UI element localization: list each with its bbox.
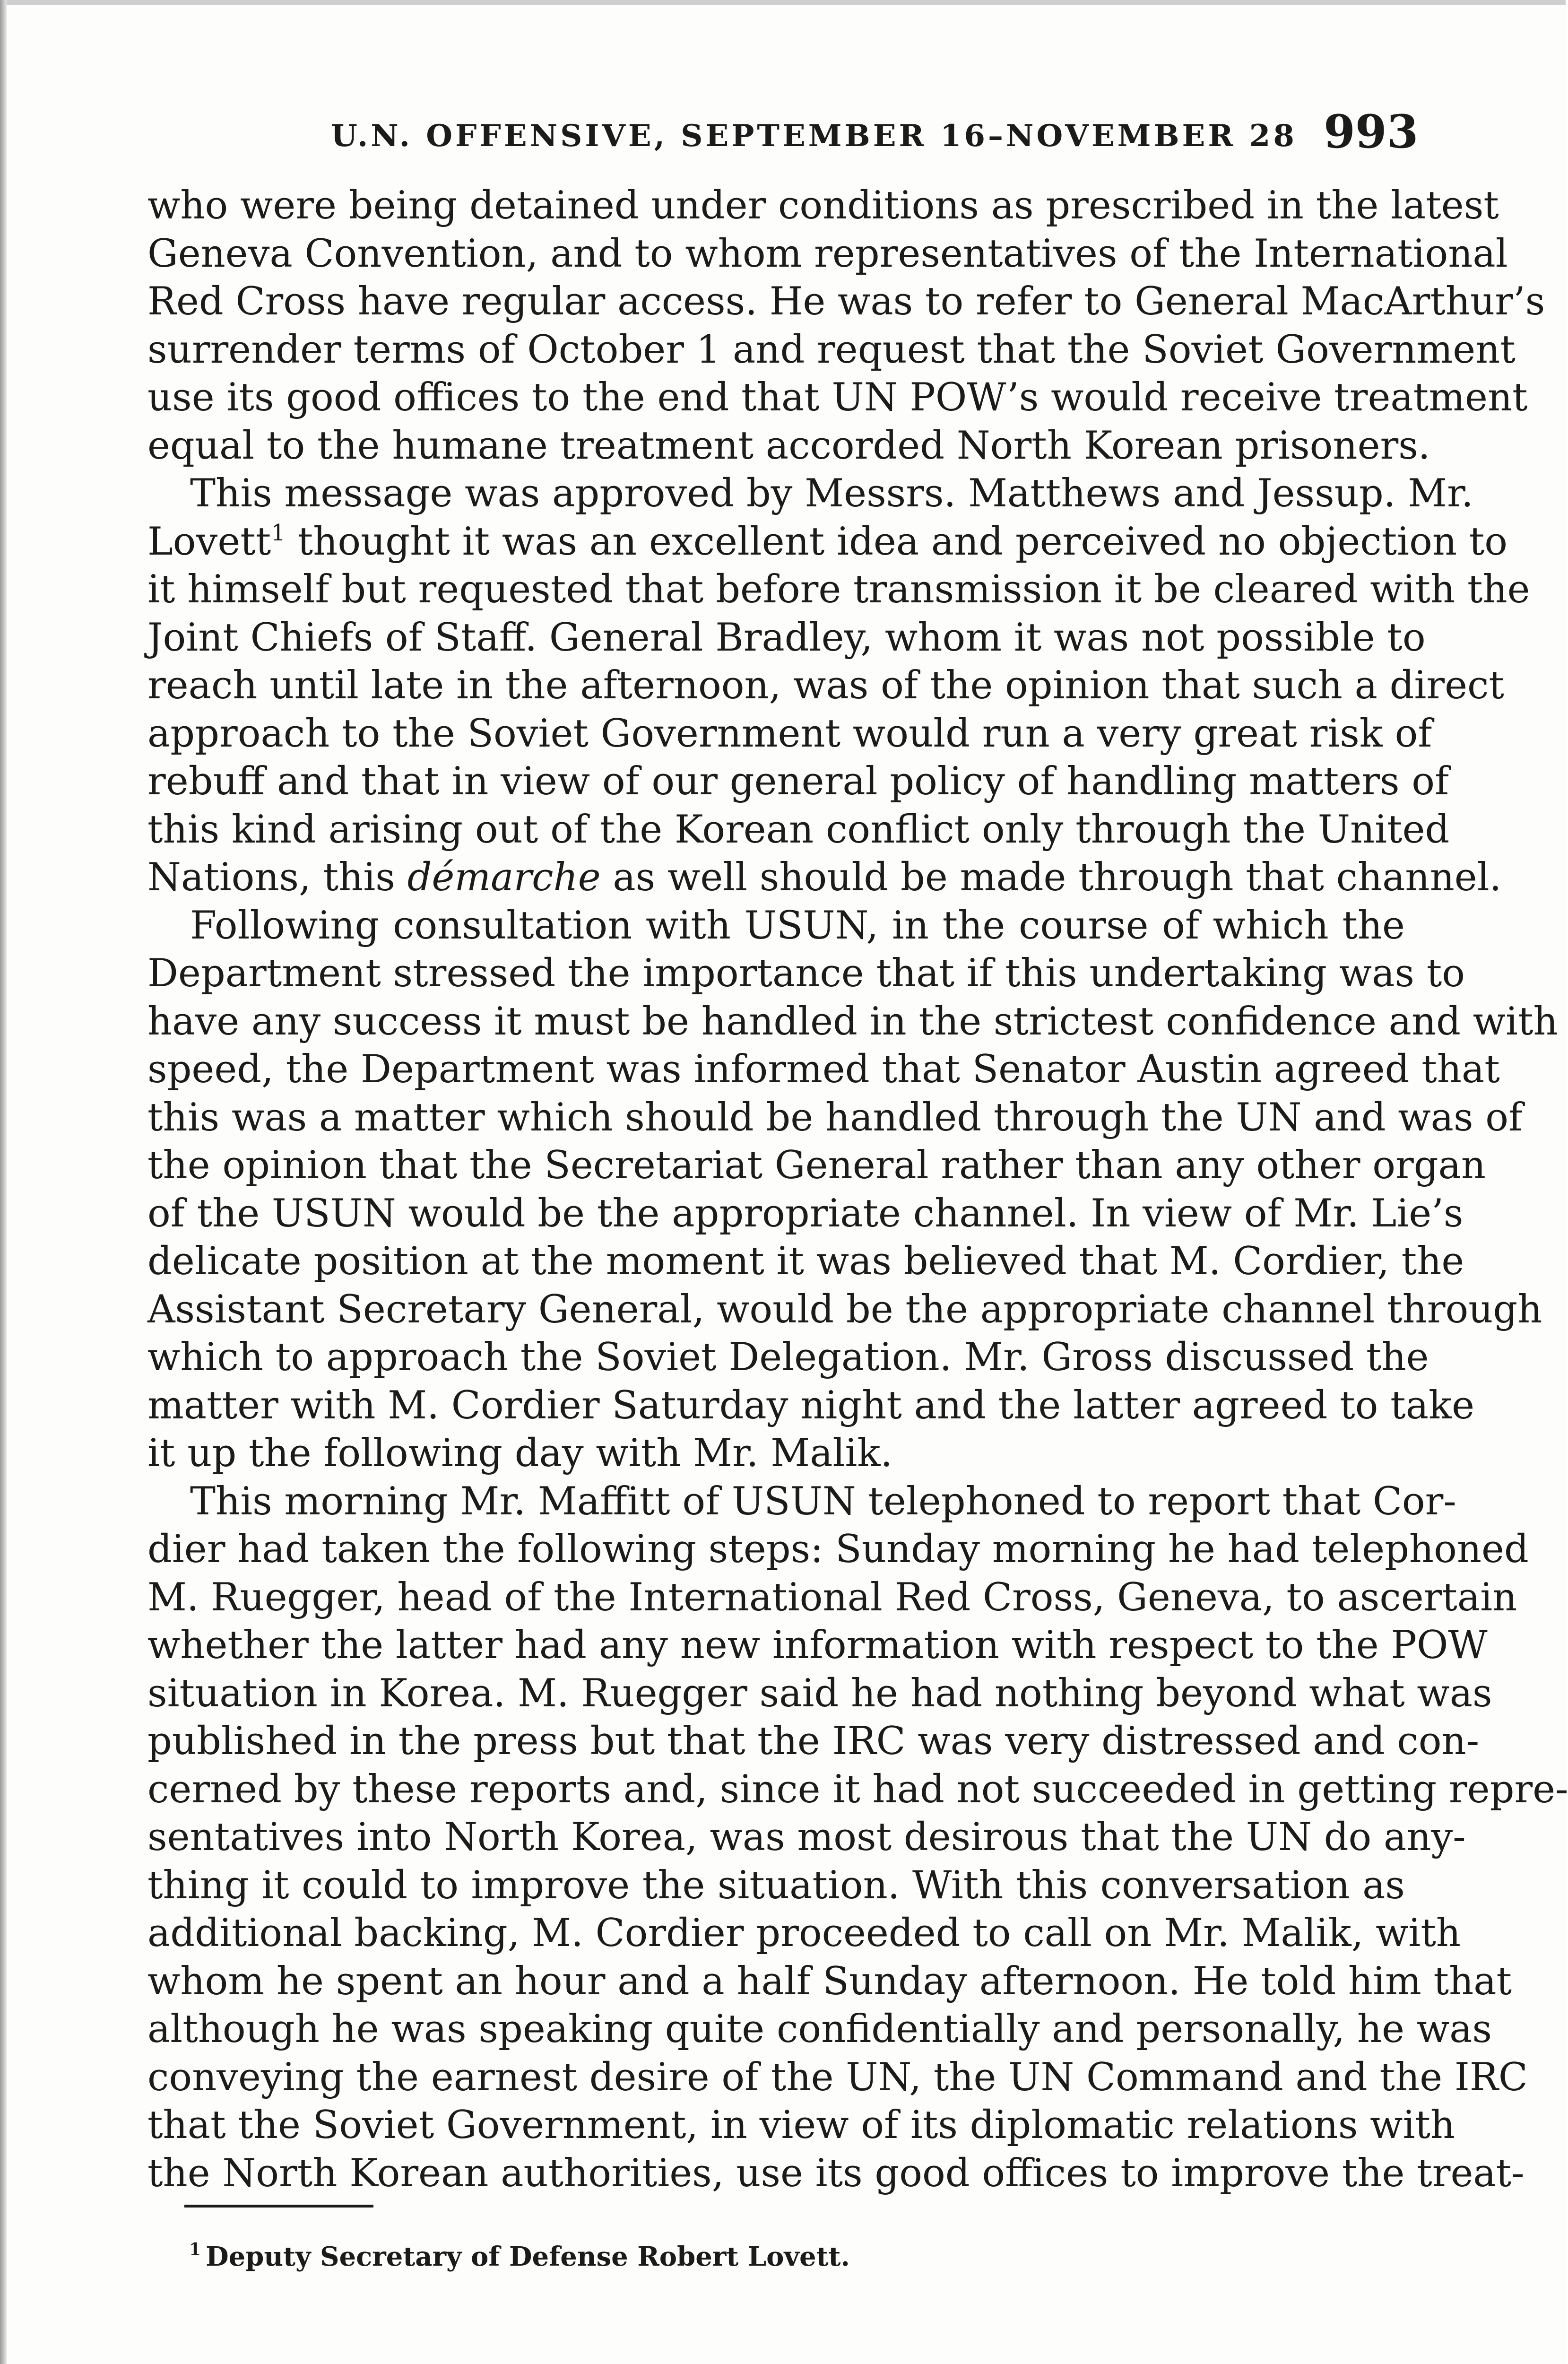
- footnote: [189, 2241, 850, 2272]
- text-line: Geneva Convention, and to whom representatives of the International: [147, 231, 1508, 276]
- text-span: as well should be made through that channel.: [613, 855, 1502, 900]
- text-line: dier had taken the following steps: Sunday morning he had telephoned: [147, 1527, 1529, 1572]
- text-line: rebuff and that in view of our general policy of handling matters of: [147, 759, 1449, 804]
- text-span: Nations, this: [147, 855, 395, 900]
- text-line: [147, 518, 1508, 566]
- text-line: sentatives into North Korea, was most desirous that the UN do any-: [147, 1815, 1466, 1860]
- text-line: Assistant Secretary General, would be the appropriate channel through: [147, 1287, 1542, 1332]
- page-number: 993: [1324, 105, 1419, 158]
- text-line: it himself but requested that before transmission it be cleared with the: [147, 567, 1530, 612]
- text-line: surrender terms of October 1 and request that the Soviet Government: [147, 327, 1516, 372]
- text-line: although he was speaking quite confidentially and personally, he was: [147, 2007, 1492, 2051]
- text-line: of the USUN would be the appropriate channel. In view of Mr. Lie’s: [147, 1191, 1464, 1236]
- lovett-name: Lovett: [147, 519, 271, 564]
- text-line: which to approach the Soviet Delegation. Mr. Gross discussed the: [147, 1335, 1429, 1380]
- text-line: this kind arising out of the Korean conflict only through the United: [147, 807, 1450, 852]
- text-line: additional backing, M. Cordier proceeded to call on Mr. Malik, with: [147, 1911, 1461, 1956]
- text-line-rest: thought it was an excellent idea and perceived no objection to: [297, 519, 1508, 564]
- text-line: Following consultation with USUN, in the course of which the: [190, 903, 1405, 948]
- text-line: this was a matter which should be handled through the UN and was of: [147, 1095, 1523, 1140]
- text-line: conveying the earnest desire of the UN, the UN Command and the IRC: [147, 2055, 1528, 2100]
- text-line: use its good offices to the end that UN POW’s would receive treatment: [147, 375, 1528, 420]
- text-line: equal to the humane treatment accorded North Korean prisoners.: [147, 423, 1430, 468]
- italic-word: démarche: [407, 855, 601, 900]
- text-line: whether the latter had any new information with respect to the POW: [147, 1623, 1488, 1668]
- text-line: the opinion that the Secretariat General rather than any other organ: [147, 1143, 1486, 1188]
- text-line: have any success it must be handled in the strictest confidence and with: [147, 999, 1558, 1044]
- text-line: M. Ruegger, head of the International Red Cross, Geneva, to ascertain: [147, 1575, 1517, 1620]
- body-text: [147, 182, 1568, 2198]
- running-title: U.N. OFFENSIVE, SEPTEMBER 16–NOVEMBER 28: [331, 118, 1297, 154]
- text-line: This message was approved by Messrs. Matthews and Jessup. Mr.: [190, 471, 1473, 516]
- text-line: the North Korean authorities, use its good offices to improve the treat-: [147, 2151, 1525, 2196]
- text-line: who were being detained under conditions as prescribed in the latest: [147, 183, 1499, 228]
- text-line: speed, the Department was informed that Senator Austin agreed that: [147, 1047, 1500, 1092]
- text-line: reach until late in the afternoon, was of the opinion that such a direct: [147, 663, 1504, 708]
- text-line: Joint Chiefs of Staff. General Bradley, whom it was not possible to: [147, 615, 1426, 660]
- text-line: Department stressed the importance that if this undertaking was to: [147, 951, 1465, 996]
- scan-left-edge: [0, 0, 7, 2364]
- text-line: delicate position at the moment it was believed that M. Cordier, the: [147, 1239, 1464, 1284]
- text-line: matter with M. Cordier Saturday night and the latter agreed to take: [147, 1383, 1475, 1428]
- text-line: that the Soviet Government, in view of its diplomatic relations with: [147, 2103, 1455, 2147]
- text-line: it up the following day with Mr. Malik.: [147, 1431, 893, 1476]
- text-line: situation in Korea. M. Ruegger said he had nothing beyond what was: [147, 1671, 1492, 1716]
- scan-top-edge: [0, 0, 1566, 5]
- footnote-divider: [184, 2205, 373, 2208]
- text-line: published in the press but that the IRC was very distressed and con-: [147, 1719, 1480, 1764]
- text-line: cerned by these reports and, since it had not succeeded in getting repre-: [147, 1767, 1568, 1812]
- text-line: thing it could to improve the situation. With this conversation as: [147, 1863, 1405, 1908]
- footnote-marker: 1: [189, 2240, 201, 2260]
- text-line: approach to the Soviet Government would run a very great risk of: [147, 711, 1432, 756]
- text-line: whom he spent an hour and a half Sunday afternoon. He told him that: [147, 1959, 1512, 2004]
- text-line: [147, 854, 1502, 902]
- footnote-reference: 1: [271, 519, 286, 546]
- text-line: This morning Mr. Maffitt of USUN telephoned to report that Cor-: [190, 1479, 1456, 1524]
- text-line: Red Cross have regular access. He was to refer to General MacArthur’s: [147, 279, 1545, 324]
- footnote-text: Deputy Secretary of Defense Robert Lovett.: [206, 2241, 850, 2272]
